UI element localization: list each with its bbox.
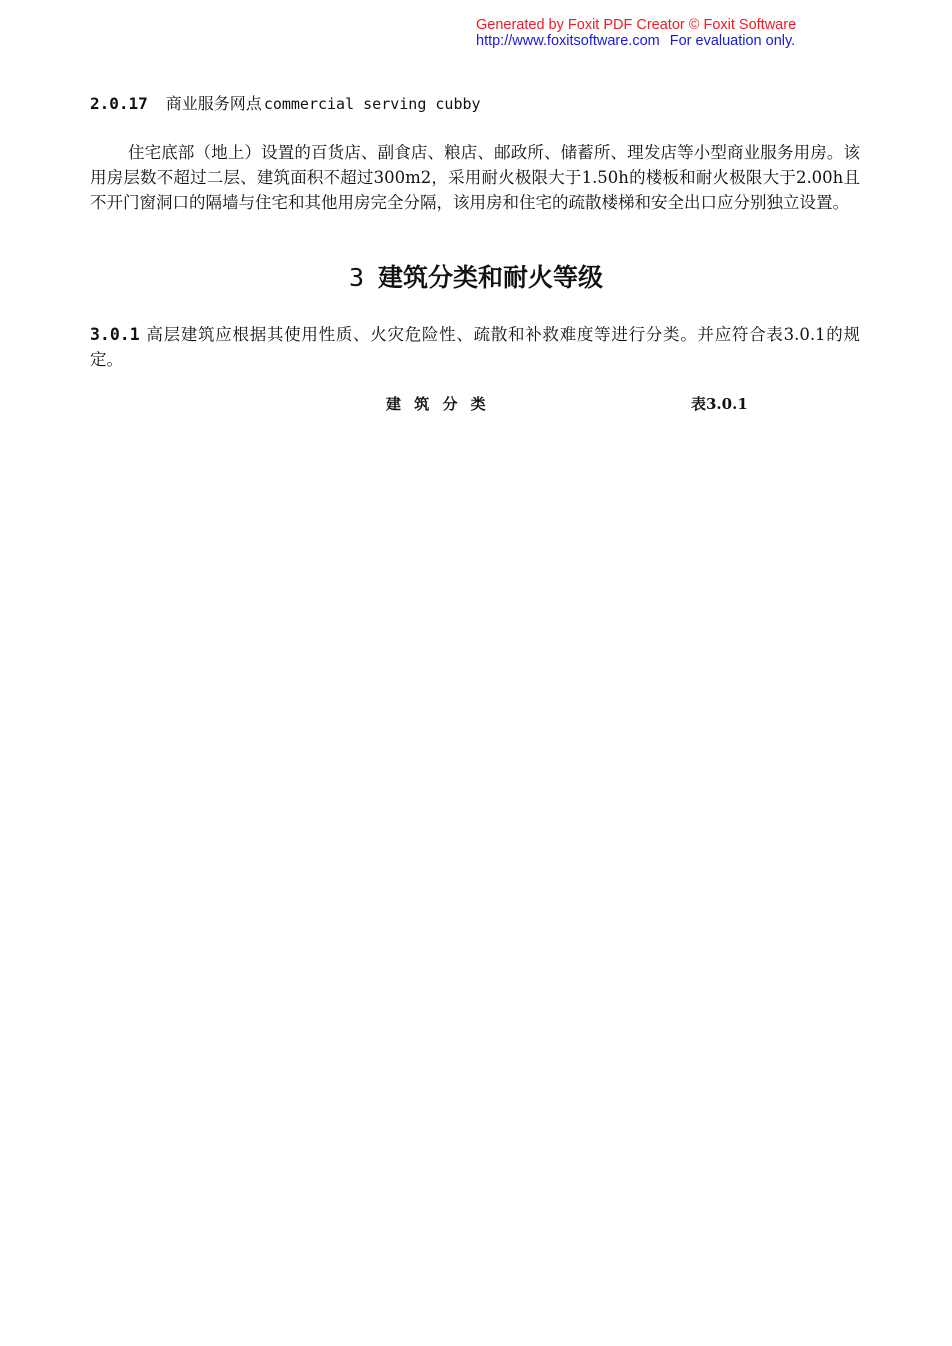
table-caption: 建 筑 分 类 xyxy=(386,395,490,413)
watermark-eval-note: For evaluation only. xyxy=(669,33,796,49)
rule-number: 3.0.1 xyxy=(90,325,140,344)
watermark-generated-line: Generated by Foxit PDF Creator © Foxit Software xyxy=(476,17,797,33)
clause-number: 2.0.17 xyxy=(90,94,148,113)
rule-paragraph xyxy=(90,322,860,372)
clause-body: 住宅底部（地上）设置的百货店、副食店、粮店、邮政所、储蓄所、理发店等小型商业服务用房。该用房层数不超过二层、建筑面积不超过300m2，采用耐火极限大于1.50h的楼板和耐火极限大于2.00h且不开门窗洞口的隔墙与住宅和其他用房完全分隔，该用房和住宅的疏散楼梯和安全出口应分别独立设置。 xyxy=(90,143,860,212)
clause-heading xyxy=(90,93,481,115)
clause-title-zh: 商业服务网点 xyxy=(165,94,262,113)
watermark-url-line xyxy=(476,33,856,49)
chapter-heading xyxy=(0,261,952,295)
table-number: 表3.0.1 xyxy=(691,395,748,413)
rule-text: 高层建筑应根据其使用性质、火灾危险性、疏散和补救难度等进行分类。并应符合表3.0.1的规定。 xyxy=(90,325,860,369)
chapter-title: 建筑分类和耐火等级 xyxy=(378,263,604,292)
clause-title-en: commercial serving cubby xyxy=(263,95,481,113)
foxit-watermark xyxy=(476,17,856,49)
chapter-number: 3 xyxy=(348,263,365,292)
watermark-url: http://www.foxitsoftware.com xyxy=(476,33,660,49)
